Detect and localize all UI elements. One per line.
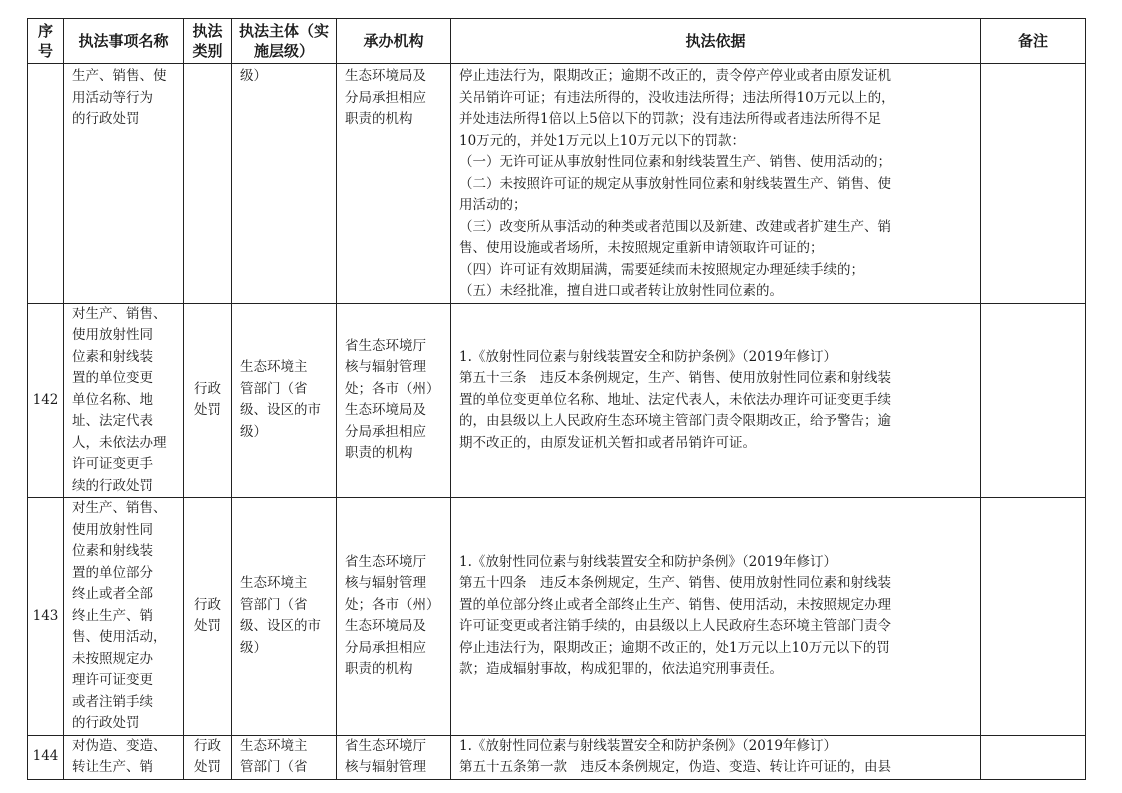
type-line: 行政 [194,596,221,613]
org-line: 分局承担相应 [345,423,426,440]
row-142-remark [981,303,1086,498]
row-cont-no [28,64,64,304]
row-144-subject [232,735,337,779]
row-143-org [337,498,451,736]
org-line: 处；各市（州） [345,380,440,397]
name-line: 置的单位变更 [72,370,153,386]
name-line: 置的单位部分 [72,564,153,581]
table-row-143 [28,498,1086,736]
row-143-name [64,498,184,736]
subject-line: 管部门（省 [240,759,308,775]
name-line: 转让生产、销 [72,759,153,775]
row-143-basis [451,498,981,736]
header-subject-text: 执法主体（实施层级） [238,22,329,60]
row-143-no: 143 [28,498,64,736]
row-143-remark [981,498,1086,736]
row-142-basis [451,303,981,498]
org-line: 处；各市（州） [345,596,440,613]
basis-line: 用活动的； [459,197,527,213]
type-line: 处罚 [194,759,221,775]
row-cont-type [184,64,232,304]
header-type-text: 执法类别 [192,22,223,60]
basis-line: 关吊销许可证；有违法所得的，没收违法所得；违法所得10万元以上的， [459,89,895,106]
name-line: 对生产、销售、 [72,305,167,322]
basis-line: 的，由县级以上人民政府生态环境主管部门责令限期改正，给予警告；逾 [459,413,891,429]
row-142-subject [232,303,337,498]
subject-line: 生态环境主 [240,359,308,376]
name-line: 理许可证变更 [72,672,153,688]
basis-line: （五）未经批准，擅自进口或者转让放射性同位素的。 [459,283,783,299]
header-basis: 执法依据 [451,19,981,64]
basis-line: 停止违法行为，限期改正；逾期不改正的，处1万元以上10万元以下的罚 [459,639,890,656]
type-line: 处罚 [194,618,221,635]
basis-line: 并处违法所得1倍以上5倍以下的罚款；没有违法所得或者违法所得不足 [459,111,882,127]
org-line: 分局承担相应 [345,89,426,106]
table-row-continued [28,64,1086,304]
basis-line: （二）未按照许可证的规定从事放射性同位素和射线装置生产、销售、使 [459,175,891,192]
name-line: 位素和射线装 [72,348,153,365]
name-line: 人，未依法办理 [72,434,167,451]
type-line: 处罚 [194,402,221,419]
row-144-no: 144 [28,735,64,779]
row-cont-subject [232,64,337,304]
basis-line: 许可证变更或者注销手续的，由县级以上人民政府生态环境主管部门责令 [459,618,891,635]
name-line: 售、使用活动， [72,629,167,645]
basis-line: 置的单位部分终止或者全部终止生产、销售、使用活动，未按照规定办理 [459,596,891,613]
org-line: 核与辐射管理 [345,759,426,775]
basis-line: 1.《放射性同位素与射线装置安全和防护条例》（2019年修订） [459,348,837,365]
basis-line: 期不改正的，由原发证机关暂扣或者吊销许可证。 [459,434,756,451]
org-line: 省生态环境厅 [345,737,426,754]
basis-line: 1.《放射性同位素与射线装置安全和防护条例》（2019年修订） [459,553,837,570]
row-cont-name [64,64,184,304]
org-line: 核与辐射管理 [345,575,426,592]
basis-line: （一）无许可证从事放射性同位素和射线装置生产、销售、使用活动的； [459,154,891,170]
header-type [184,19,232,64]
row-142-type [184,303,232,498]
row-144-basis [451,735,981,779]
basis-line: 第五十三条 违反本条例规定，生产、销售、使用放射性同位素和射线装 [459,370,891,386]
subject-line: 级、设区的市 [240,402,321,419]
type-line: 行政 [194,380,221,397]
name-line: 终止生产、销 [72,607,153,624]
basis-line: 10万元的，并处1万元以上10万元以下的罚款： [459,132,745,149]
basis-line: 停止违法行为，限期改正；逾期不改正的，责令停产停业或者由原发证机 [459,68,891,84]
basis-line: 第五十四条 违反本条例规定，生产、销售、使用放射性同位素和射线装 [459,575,891,592]
org-line: 生态环境局及 [345,68,426,84]
row-144-remark [981,735,1086,779]
header-no [28,19,64,64]
enforcement-table [27,18,1086,780]
name-line: 位素和射线装 [72,543,153,559]
org-line: 职责的机构 [345,111,413,127]
org-line: 职责的机构 [345,661,413,678]
name-line: 对生产、销售、 [72,500,167,516]
row-cont-basis [451,64,981,304]
subject-line: 管部门（省 [240,380,308,397]
name-line: 对伪造、变造、 [72,737,167,754]
table-row-142 [28,303,1086,498]
name-line: 续的行政处罚 [72,477,153,494]
name-line: 生产、销售、使 [72,68,167,84]
header-subject [232,19,337,64]
subject-line: 级） [240,68,267,84]
org-line: 省生态环境厅 [345,337,426,354]
basis-line: （三）改变所从事活动的种类或者范围以及新建、改建或者扩建生产、销 [459,218,891,235]
org-line: 职责的机构 [345,445,413,462]
name-line: 单位名称、地 [72,391,153,408]
subject-line: 生态环境主 [240,737,308,754]
name-line: 的行政处罚 [72,715,140,731]
subject-line: 级） [240,639,267,656]
row-142-no: 142 [28,303,64,498]
subject-line: 级、设区的市 [240,618,321,635]
table-row-144 [28,735,1086,779]
row-142-name [64,303,184,498]
name-line: 的行政处罚 [72,111,140,127]
row-144-type [184,735,232,779]
basis-line: 款；造成辐射事故，构成犯罪的，依法追究刑事责任。 [459,661,783,678]
basis-line: （四）许可证有效期届满，需要延续而未按照规定办理延续手续的； [459,261,864,278]
header-row [28,19,1086,64]
name-line: 未按照规定办 [72,650,153,667]
org-line: 生态环境局及 [345,402,426,419]
row-cont-org [337,64,451,304]
row-144-org [337,735,451,779]
header-org: 承办机构 [337,19,451,64]
name-line: 终止或者全部 [72,586,153,602]
name-line: 使用放射性同 [72,327,153,343]
org-line: 省生态环境厅 [345,553,426,570]
org-line: 生态环境局及 [345,618,426,635]
row-143-type [184,498,232,736]
basis-line: 第五十五条第一款 违反本条例规定，伪造、变造、转让许可证的，由县 [459,759,891,775]
name-line: 用活动等行为 [72,89,153,106]
org-line: 分局承担相应 [345,639,426,656]
basis-line: 置的单位变更单位名称、地址、法定代表人，未依法办理许可证变更手续 [459,391,891,408]
name-line: 使用放射性同 [72,521,153,538]
type-line: 行政 [194,737,221,754]
basis-line: 售、使用设施或者场所，未按照规定重新申请领取许可证的； [459,240,824,256]
org-line: 核与辐射管理 [345,359,426,376]
header-name: 执法事项名称 [64,19,184,64]
name-line: 或者注销手续 [72,693,153,710]
name-line: 许可证变更手 [72,456,153,472]
subject-line: 级） [240,423,267,440]
name-line: 址、法定代表 [72,413,153,429]
header-remark: 备注 [981,19,1086,64]
row-144-name [64,735,184,779]
subject-line: 生态环境主 [240,575,308,592]
basis-line: 1.《放射性同位素与射线装置安全和防护条例》（2019年修订） [459,737,837,754]
subject-line: 管部门（省 [240,596,308,613]
row-cont-remark [981,64,1086,304]
row-143-subject [232,498,337,736]
row-142-org [337,303,451,498]
header-no-text: 序号 [37,22,53,60]
